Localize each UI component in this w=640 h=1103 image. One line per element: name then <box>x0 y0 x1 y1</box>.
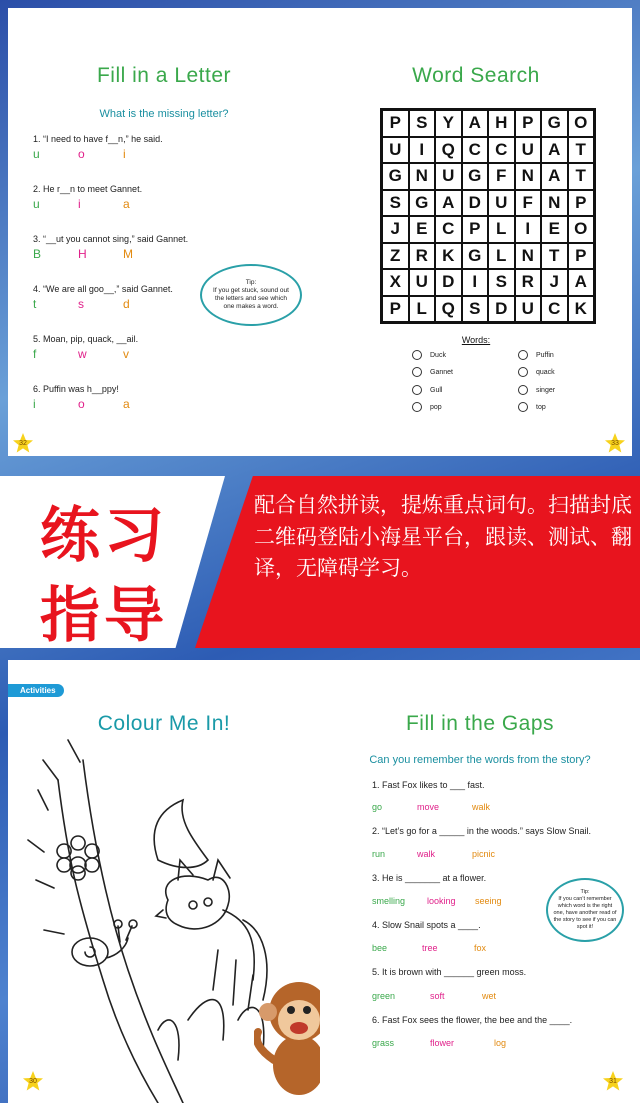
grid-cell[interactable]: C <box>488 137 515 164</box>
page-number: 31 <box>609 1078 617 1085</box>
checkbox-circle-icon[interactable] <box>412 385 422 395</box>
option: v <box>123 347 129 361</box>
grid-cell[interactable]: L <box>488 243 515 270</box>
checkbox-circle-icon[interactable] <box>518 367 528 377</box>
grid-cell[interactable]: D <box>488 296 515 323</box>
page-subtitle: Can you remember the words from the story? <box>369 754 591 766</box>
question: 3. He is _______ at a flower. <box>372 873 487 883</box>
grid-cell[interactable]: L <box>488 216 515 243</box>
grid-cell[interactable]: G <box>382 163 409 190</box>
grid-cell[interactable]: D <box>435 269 462 296</box>
option: grass <box>372 1038 395 1048</box>
word-item[interactable]: pop <box>412 402 442 412</box>
grid-cell[interactable]: P <box>382 110 409 137</box>
banner-text: 配合自然拼读，提炼重点词句。扫描封底二维码登陆小海星平台，跟读、测试、翻译，无障碍学习。 <box>254 493 632 580</box>
grid-cell[interactable]: F <box>515 190 542 217</box>
checkbox-circle-icon[interactable] <box>518 385 528 395</box>
grid-cell[interactable]: K <box>435 243 462 270</box>
tip-heading: Tip: <box>580 889 590 896</box>
grid-cell[interactable]: U <box>435 163 462 190</box>
question: 4. Slow Snail spots a ____. <box>372 920 481 930</box>
banner-heading-2: 指导 <box>40 581 168 651</box>
word-item[interactable]: singer <box>518 385 555 395</box>
option: seeing <box>475 896 502 906</box>
grid-cell[interactable]: P <box>568 243 595 270</box>
option: o <box>78 147 85 161</box>
question: 2. “Let’s go for a _____ in the woods.” says Slow Snail. <box>372 826 591 836</box>
grid-cell[interactable]: R <box>515 269 542 296</box>
grid-cell[interactable]: O <box>568 110 595 137</box>
grid-cell[interactable]: U <box>515 137 542 164</box>
option: H <box>78 247 87 261</box>
word-item[interactable]: Puffin <box>518 350 554 360</box>
grid-cell[interactable]: Q <box>435 137 462 164</box>
page-number-star <box>602 1070 624 1092</box>
question: 2. He r__n to meet Gannet. <box>33 184 143 194</box>
page-subtitle: What is the missing letter? <box>99 108 229 120</box>
options-row <box>372 1038 539 1048</box>
checkbox-circle-icon[interactable] <box>412 350 422 360</box>
page-title: Word Search <box>412 64 540 87</box>
grid-cell[interactable]: T <box>541 243 568 270</box>
option: walk <box>472 802 491 812</box>
tip-text: If you get stuck, sound out the letters and see which one makes a word. <box>213 286 289 311</box>
option: walk <box>417 849 436 859</box>
grid-cell[interactable]: S <box>462 296 489 323</box>
grid-cell[interactable]: F <box>488 163 515 190</box>
grid-cell[interactable]: U <box>409 269 436 296</box>
grid-cell[interactable]: Z <box>382 243 409 270</box>
page-fill-in-the-gaps <box>320 660 640 1103</box>
grid-cell[interactable]: X <box>382 269 409 296</box>
grid-cell[interactable]: O <box>568 216 595 243</box>
grid-cell[interactable]: N <box>515 163 542 190</box>
grid-cell[interactable]: K <box>568 296 595 323</box>
tip-heading: Tip: <box>245 278 257 286</box>
grid-cell[interactable]: J <box>382 216 409 243</box>
page-title: Fill in a Letter <box>96 64 232 87</box>
grid-cell[interactable]: G <box>541 110 568 137</box>
checkbox-circle-icon[interactable] <box>518 350 528 360</box>
grid-cell[interactable]: P <box>462 216 489 243</box>
option: picnic <box>472 849 496 859</box>
option: a <box>123 397 130 411</box>
option: u <box>33 147 40 161</box>
words-heading: Words: <box>461 335 491 345</box>
option: wet <box>482 991 497 1001</box>
checkbox-circle-icon[interactable] <box>518 402 528 412</box>
page-number: 30 <box>29 1078 37 1085</box>
question: 6. Puffin was h__ppy! <box>33 384 119 394</box>
word-item[interactable]: Gannet <box>412 367 453 377</box>
option: flower <box>430 1038 455 1048</box>
question: 1. “I need to have f__n,” he said. <box>33 134 163 144</box>
grid-cell[interactable]: I <box>515 216 542 243</box>
word-search-grid <box>380 108 596 324</box>
tip-bubble <box>546 878 624 942</box>
grid-cell[interactable]: N <box>515 243 542 270</box>
grid-cell[interactable]: S <box>488 269 515 296</box>
grid-cell[interactable]: N <box>541 190 568 217</box>
options-row <box>372 849 517 859</box>
grid-cell[interactable]: R <box>409 243 436 270</box>
word-item[interactable]: Gull <box>412 385 442 395</box>
page-title: Fill in the Gaps <box>405 712 555 735</box>
grid-cell[interactable]: A <box>541 137 568 164</box>
grid-cell[interactable]: P <box>568 190 595 217</box>
options-row <box>33 247 168 261</box>
grid-cell[interactable]: H <box>488 110 515 137</box>
option: i <box>78 197 81 211</box>
grid-cell[interactable]: A <box>568 269 595 296</box>
option: smelling <box>372 896 406 906</box>
question: 4. “We are all goo__,” said Gannet. <box>33 284 173 294</box>
grid-cell[interactable]: G <box>409 190 436 217</box>
checkbox-circle-icon[interactable] <box>412 402 422 412</box>
activities-tag: Activities <box>8 684 64 697</box>
option: t <box>33 297 37 311</box>
grid-cell[interactable]: P <box>382 296 409 323</box>
grid-cell[interactable]: Y <box>435 110 462 137</box>
option: u <box>33 197 40 211</box>
grid-cell[interactable]: S <box>409 110 436 137</box>
page-number: 33 <box>611 440 619 447</box>
option: a <box>123 197 130 211</box>
tip-text: If you can’t remember which word is the right one, have another read of the story to see if you can spot it! <box>553 896 617 930</box>
option: run <box>372 849 386 859</box>
grid-cell[interactable]: A <box>435 190 462 217</box>
grid-cell[interactable]: N <box>409 163 436 190</box>
options-row <box>33 347 168 361</box>
options-row <box>33 197 168 211</box>
grid-cell[interactable]: D <box>462 190 489 217</box>
options-row <box>372 896 520 906</box>
grid-cell[interactable]: U <box>488 190 515 217</box>
page-fill-in-a-letter <box>8 8 320 456</box>
checkbox-circle-icon[interactable] <box>412 367 422 377</box>
option: w <box>78 347 87 361</box>
grid-cell[interactable]: C <box>435 216 462 243</box>
grid-cell[interactable]: E <box>541 216 568 243</box>
option: i <box>33 397 36 411</box>
question: 1. Fast Fox likes to ___ fast. <box>372 780 485 790</box>
page-word-search <box>320 8 632 456</box>
grid-cell[interactable]: G <box>462 243 489 270</box>
grid-cell[interactable]: J <box>541 269 568 296</box>
page-colour-me-in <box>8 660 320 1103</box>
options-row <box>372 802 517 812</box>
option: o <box>78 397 85 411</box>
options-row <box>33 297 168 311</box>
options-row <box>33 397 168 411</box>
page-number-star <box>604 432 626 454</box>
question: 5. Moan, pip, quack, __ail. <box>33 334 139 344</box>
options-row <box>372 943 519 953</box>
grid-cell[interactable]: S <box>382 190 409 217</box>
page-number: 32 <box>19 440 27 447</box>
question: 3. “__ut you cannot sing,” said Gannet. <box>33 234 189 244</box>
option: f <box>33 347 37 361</box>
grid-cell[interactable]: Q <box>435 296 462 323</box>
option: i <box>123 147 126 161</box>
grid-cell[interactable]: P <box>515 110 542 137</box>
word-item[interactable]: Duck <box>412 350 446 360</box>
option: bee <box>372 943 388 953</box>
grid-cell[interactable]: I <box>462 269 489 296</box>
option: s <box>78 297 84 311</box>
option: soft <box>430 991 445 1001</box>
page-number-star <box>22 1070 44 1092</box>
grid-cell[interactable]: G <box>462 163 489 190</box>
options-row <box>33 147 168 161</box>
question: 6. Fast Fox sees the flower, the bee and the ____. <box>372 1015 573 1025</box>
grid-cell[interactable]: I <box>409 137 436 164</box>
grid-cell[interactable]: C <box>541 296 568 323</box>
question: 5. It is brown with ______ green moss. <box>372 967 527 977</box>
grid-cell[interactable]: U <box>515 296 542 323</box>
page-number-star <box>12 432 34 454</box>
option: tree <box>422 943 438 953</box>
option: fox <box>474 943 487 953</box>
option: looking <box>427 896 456 906</box>
grid-cell[interactable]: T <box>568 137 595 164</box>
page-title: Colour Me In! <box>97 712 231 735</box>
option: go <box>372 802 383 812</box>
option: move <box>417 802 440 812</box>
word-item[interactable]: quack <box>518 367 555 377</box>
option: d <box>123 297 130 311</box>
grid-cell[interactable]: A <box>541 163 568 190</box>
tip-bubble <box>200 264 302 326</box>
banner-heading-1: 练习 <box>40 501 168 571</box>
grid-cell[interactable]: E <box>409 216 436 243</box>
option: log <box>494 1038 507 1048</box>
option: green <box>372 991 396 1001</box>
word-item[interactable]: top <box>518 402 546 412</box>
grid-cell[interactable]: C <box>462 137 489 164</box>
option: B <box>33 247 42 261</box>
grid-cell[interactable]: A <box>462 110 489 137</box>
grid-cell[interactable]: T <box>568 163 595 190</box>
options-row <box>372 991 527 1001</box>
grid-cell[interactable]: U <box>382 137 409 164</box>
grid-cell[interactable]: L <box>409 296 436 323</box>
option: M <box>123 247 133 261</box>
